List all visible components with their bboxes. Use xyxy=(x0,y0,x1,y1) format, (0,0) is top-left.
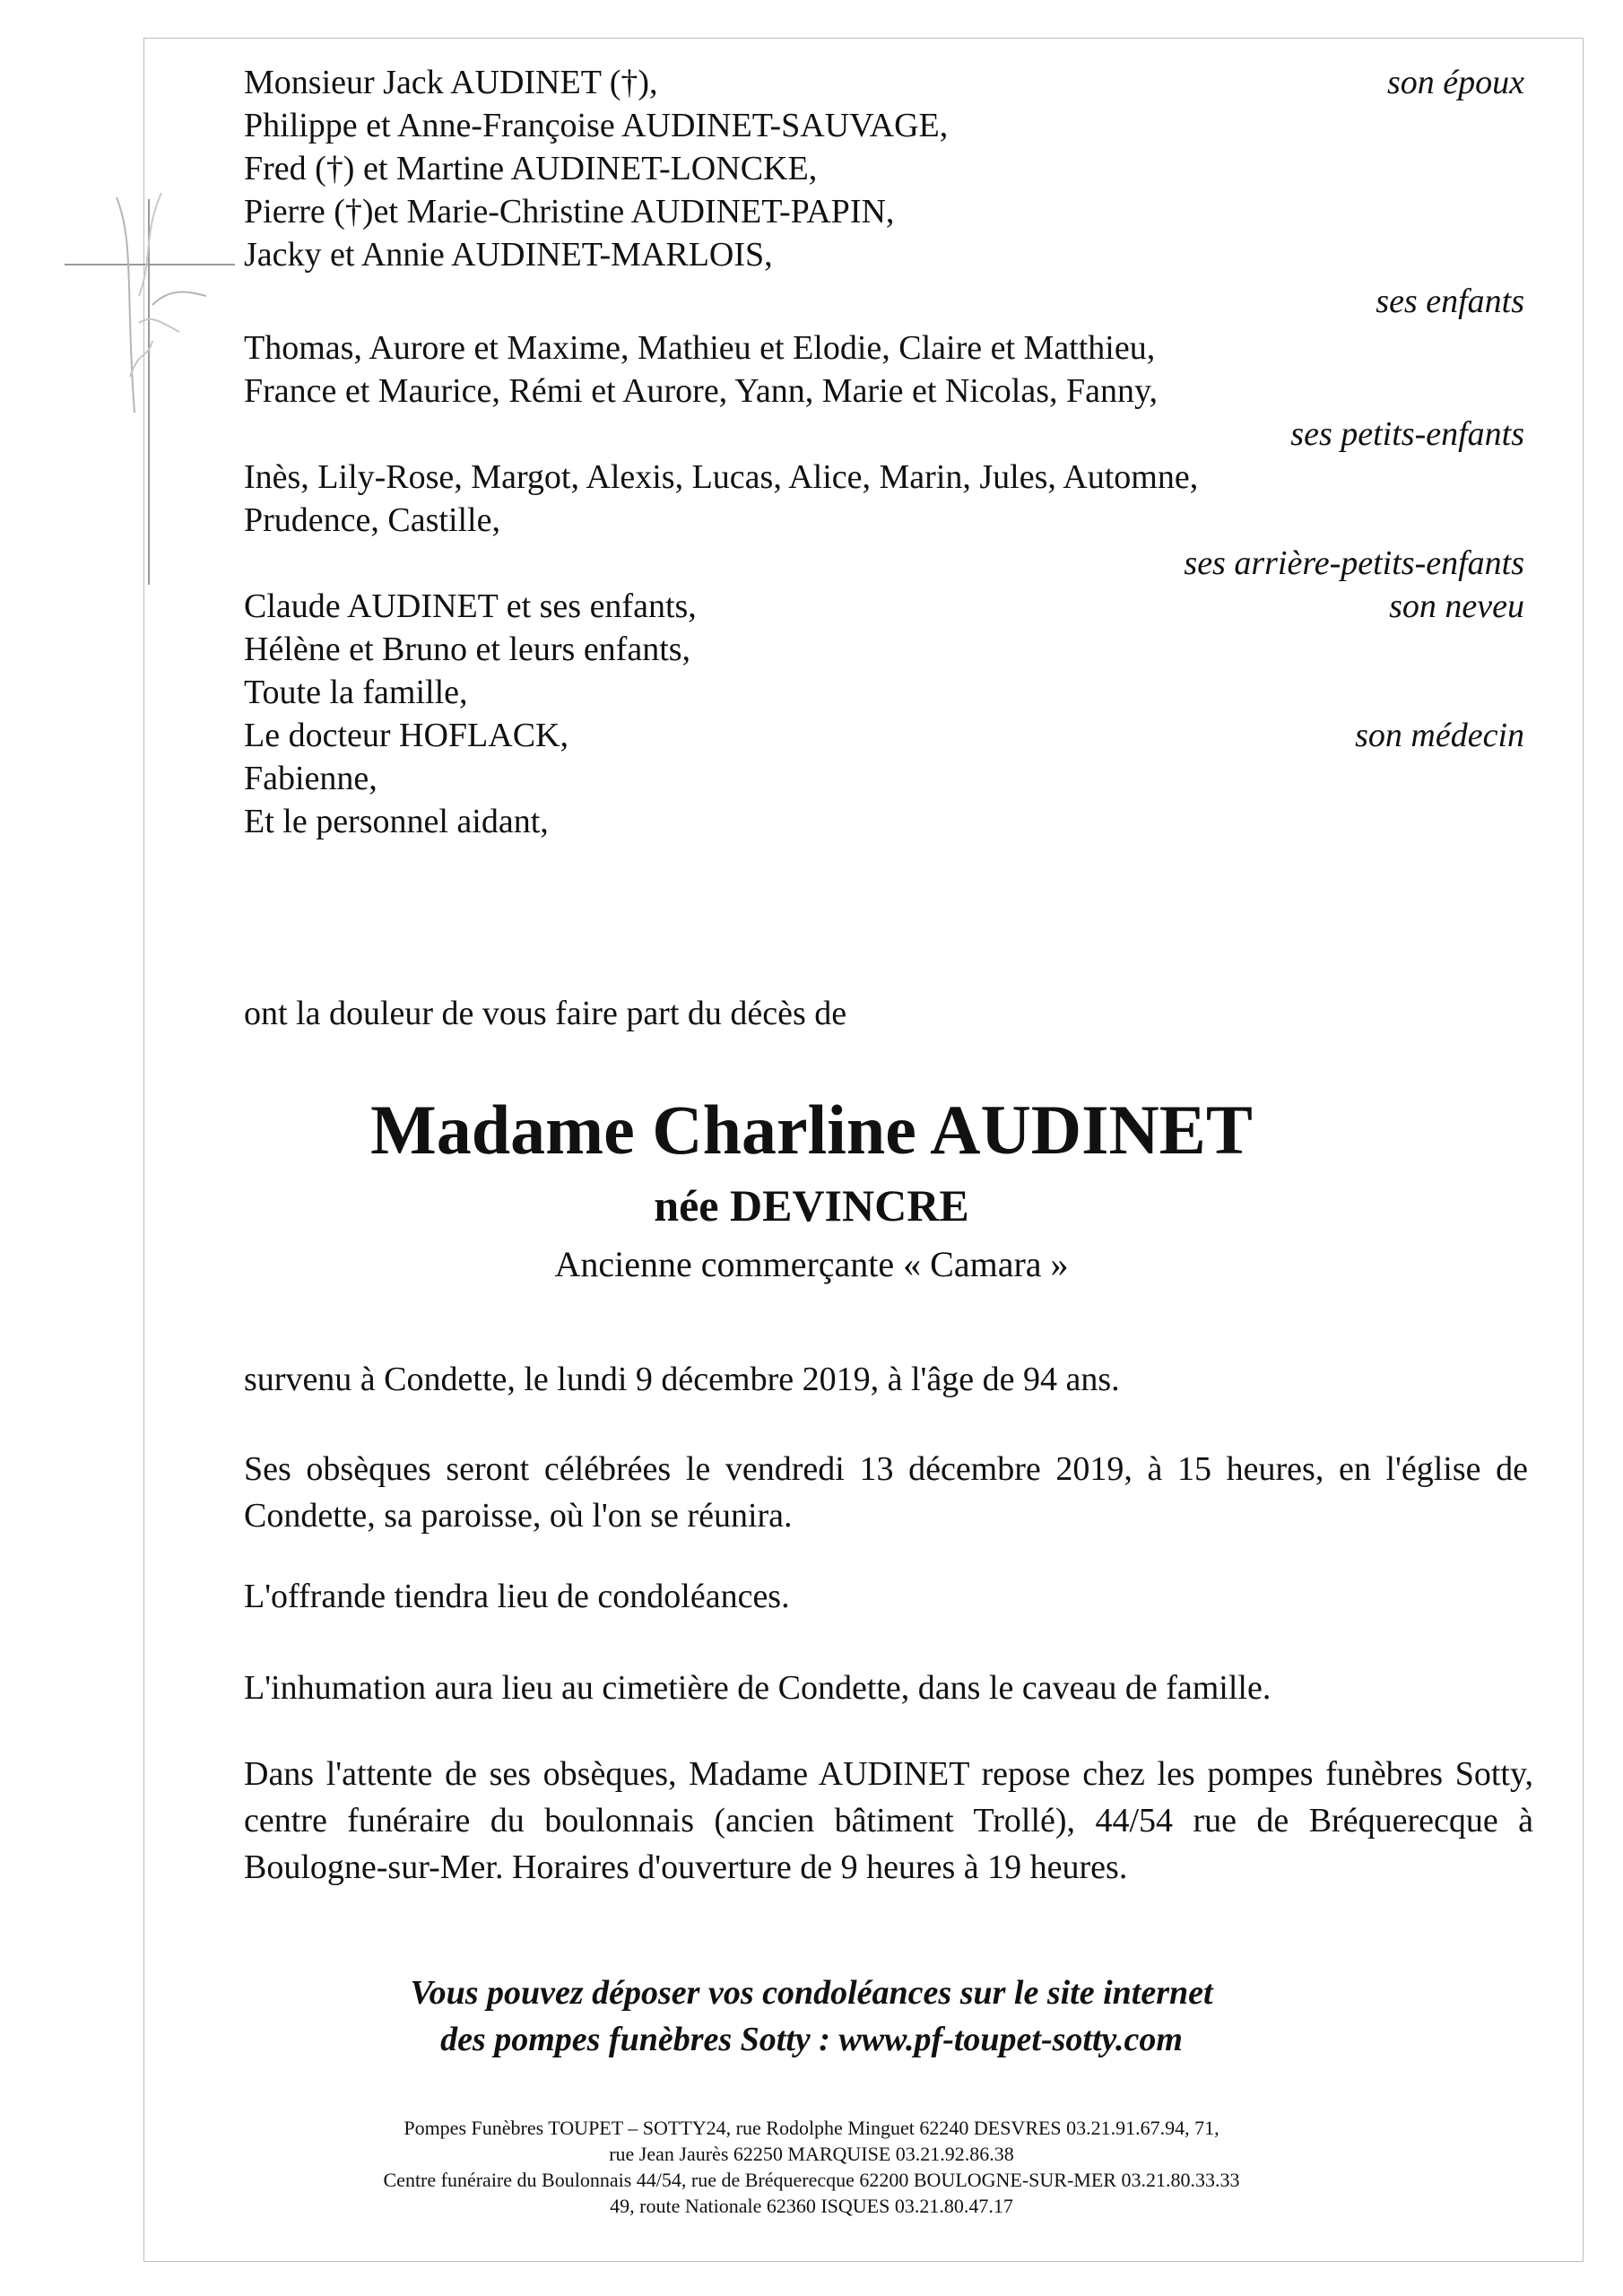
family-line: Jacky et Annie AUDINET-MARLOIS, xyxy=(244,236,773,274)
family-line: Le docteur HOFLACK, xyxy=(244,717,568,754)
lily-flower-icon xyxy=(99,188,224,422)
role-label: son époux xyxy=(1386,64,1524,101)
family-line: Toute la famille, xyxy=(244,674,468,711)
website-notice-line: des pompes funèbres Sotty : www.pf-toupet-sotty.com xyxy=(440,2021,1183,2058)
footer-line: Pompes Funèbres TOUPET – SOTTY24, rue Rodolphe Minguet 62240 DESVRES 03.21.91.67.94, 71, xyxy=(404,2117,1219,2139)
paragraph: Dans l'attente de ses obsèques, Madame AUDINET repose chez les pompes funèbres Sotty, centre funéraire du boulonnais (ancien bâtiment Trollé), 44/54 rue de Bréquerecque à Boulogne-sur-Mer. Horaires d'ouverture de 9 heures à 19 heures. xyxy=(244,1755,1533,1886)
family-line: Claude AUDINET et ses enfants, xyxy=(244,587,697,625)
role-label: ses arrière-petits-enfants xyxy=(1184,544,1524,582)
family-line: Prudence, Castille, xyxy=(244,501,500,539)
family-line: Monsieur Jack AUDINET (†), xyxy=(244,64,658,101)
maiden-name: née DEVINCRE xyxy=(654,1180,969,1231)
footer-line: rue Jean Jaurès 62250 MARQUISE 03.21.92.86.38 xyxy=(609,2143,1014,2165)
family-line: Philippe et Anne-Françoise AUDINET-SAUVAGE, xyxy=(244,107,949,144)
family-line: France et Maurice, Rémi et Aurore, Yann, Marie et Nicolas, Fanny, xyxy=(244,372,1159,410)
website-notice-line: Vous pouvez déposer vos condoléances sur le site internet xyxy=(410,1974,1213,2012)
paragraph: survenu à Condette, le lundi 9 décembre 2019, à l'âge de 94 ans. xyxy=(244,1361,1120,1398)
role-label: ses petits-enfants xyxy=(1290,415,1524,453)
family-line: Inès, Lily-Rose, Margot, Alexis, Lucas, Alice, Marin, Jules, Automne, xyxy=(244,458,1199,496)
footer-line: Centre funéraire du Boulonnais 44/54, rue de Bréquerecque 62200 BOULOGNE-SUR-MER 03.21.80.33.33 xyxy=(383,2169,1240,2191)
role-label: son médecin xyxy=(1355,717,1524,754)
family-line: Fred (†) et Martine AUDINET-LONCKE, xyxy=(244,150,818,187)
role-label: son neveu xyxy=(1389,587,1524,625)
footer-line: 49, route Nationale 62360 ISQUES 03.21.80.47.17 xyxy=(610,2195,1013,2217)
paragraph: L'inhumation aura lieu au cimetière de Condette, dans le caveau de famille. xyxy=(244,1669,1271,1707)
family-line: Thomas, Aurore et Maxime, Mathieu et Elodie, Claire et Matthieu, xyxy=(244,329,1156,367)
paragraph: Ses obsèques seront célébrées le vendredi 13 décembre 2019, à 15 heures, en l'église de Condette, sa paroisse, où l'on se réunira. xyxy=(244,1450,1528,1535)
family-line: Hélène et Bruno et leurs enfants, xyxy=(244,631,691,668)
occupation: Ancienne commerçante « Camara » xyxy=(554,1244,1069,1284)
paragraph: L'offrande tiendra lieu de condoléances. xyxy=(244,1578,790,1615)
deceased-name: Madame Charline AUDINET xyxy=(370,1091,1253,1169)
family-line: Fabienne, xyxy=(244,760,378,797)
family-line: Pierre (†)et Marie-Christine AUDINET-PAPIN, xyxy=(244,193,895,230)
announcement-text: ont la douleur de vous faire part du décès de xyxy=(244,995,847,1032)
role-label: ses enfants xyxy=(1376,283,1524,320)
family-line: Et le personnel aidant, xyxy=(244,803,549,840)
